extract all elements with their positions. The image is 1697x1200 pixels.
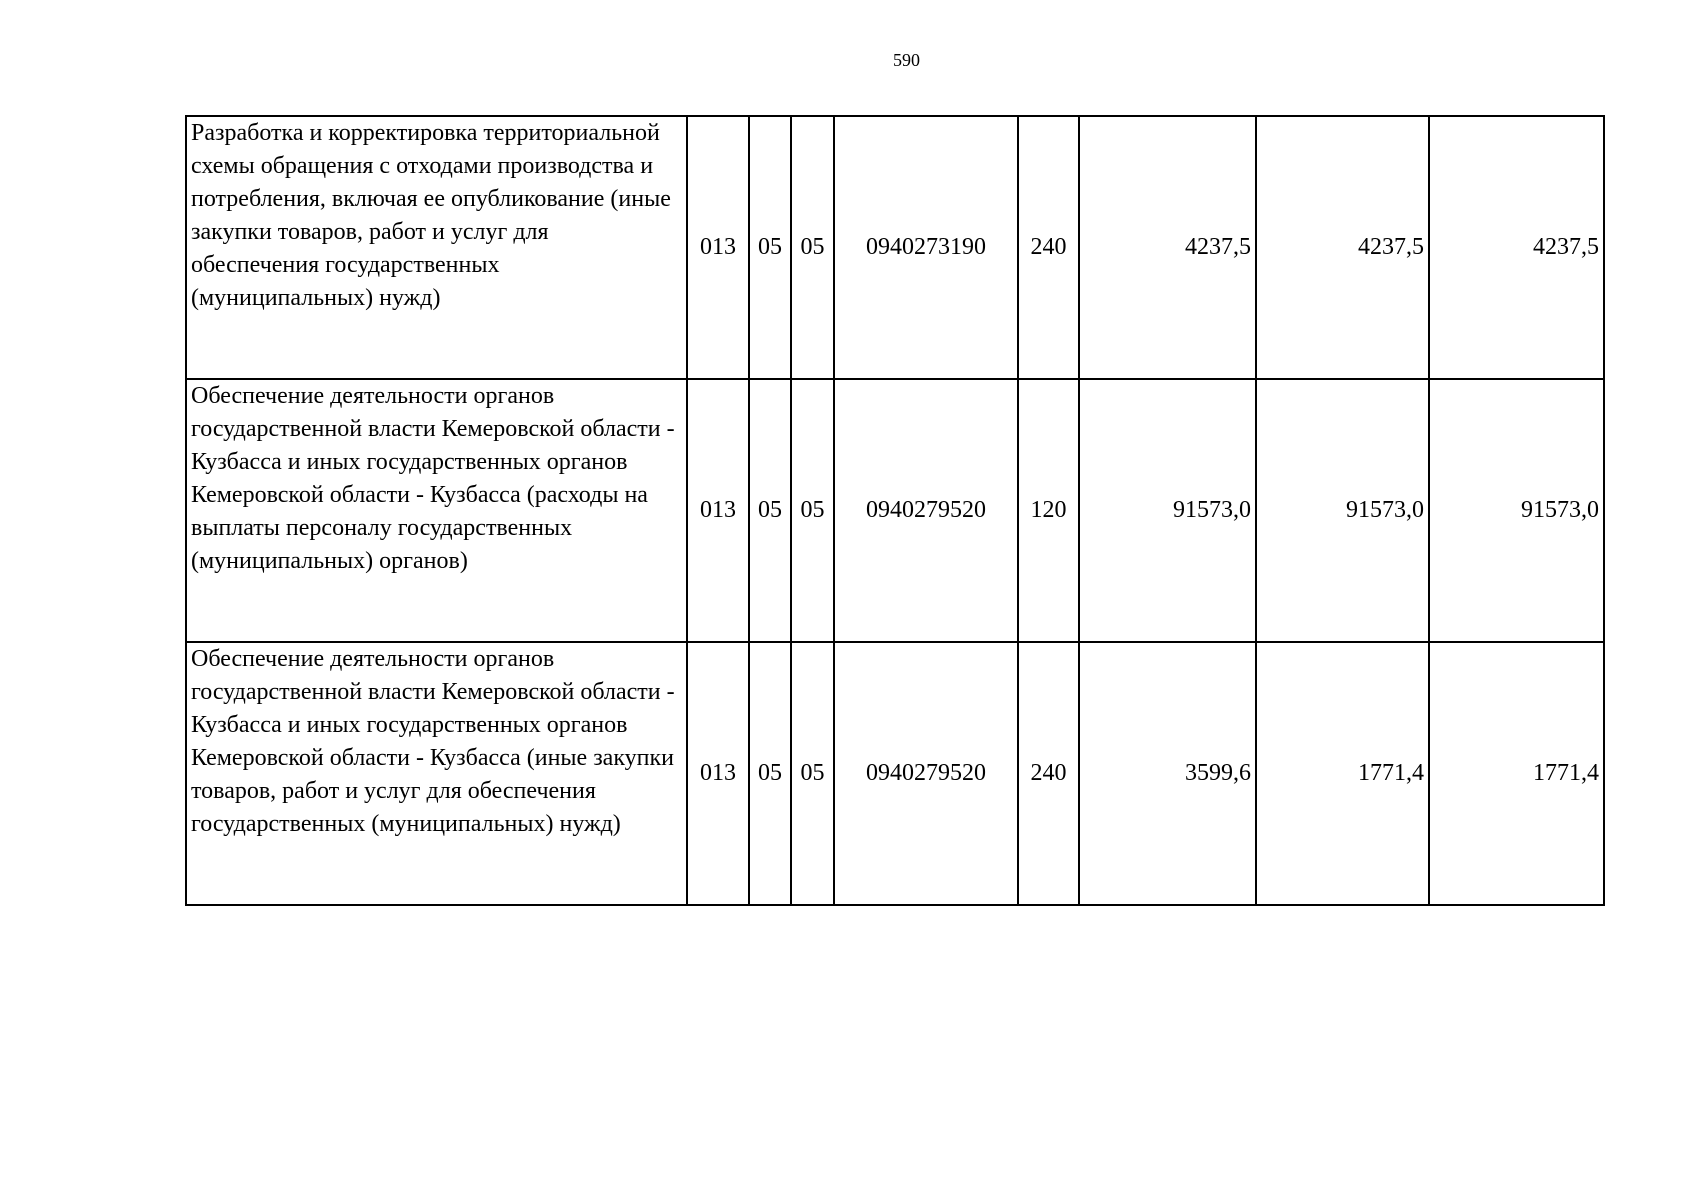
section-code: 05	[749, 379, 791, 642]
target-article-code: 0940279520	[834, 642, 1018, 905]
ministry-code: 013	[687, 642, 749, 905]
subsection-code: 05	[791, 642, 834, 905]
amount-year-2: 4237,5	[1256, 116, 1429, 379]
amount-year-1: 3599,6	[1079, 642, 1256, 905]
target-article-code: 0940279520	[834, 379, 1018, 642]
subsection-code: 05	[791, 116, 834, 379]
table-row	[186, 642, 1604, 905]
ministry-code: 013	[687, 379, 749, 642]
amount-year-2: 1771,4	[1256, 642, 1429, 905]
row-description: Обеспечение деятельности органов государственной власти Кемеровской области - Кузбасса и иных государственных органов Кемеровской области - Кузбасса (иные закупки товаров, работ и услуг для обеспечения государственных (муниципальных) нужд)	[186, 642, 687, 905]
subsection-code: 05	[791, 379, 834, 642]
row-description: Разработка и корректировка территориальной схемы обращения с отходами производства и потребления, включая ее опубликование (иные закупки товаров, работ и услуг для обеспечения государственных (муниципальных) нужд)	[186, 116, 687, 379]
section-code: 05	[749, 642, 791, 905]
budget-table	[185, 115, 1605, 906]
row-description: Обеспечение деятельности органов государственной власти Кемеровской области - Кузбасса и иных государственных органов Кемеровской области - Кузбасса (расходы на выплаты персоналу государственных (муниципальных) органов)	[186, 379, 687, 642]
amount-year-3: 1771,4	[1429, 642, 1604, 905]
page-number: 590	[893, 50, 920, 70]
expense-type-code: 240	[1018, 642, 1079, 905]
table-row	[186, 116, 1604, 379]
table-row	[186, 379, 1604, 642]
amount-year-2: 91573,0	[1256, 379, 1429, 642]
section-code: 05	[749, 116, 791, 379]
ministry-code: 013	[687, 116, 749, 379]
amount-year-1: 91573,0	[1079, 379, 1256, 642]
amount-year-3: 4237,5	[1429, 116, 1604, 379]
amount-year-3: 91573,0	[1429, 379, 1604, 642]
amount-year-1: 4237,5	[1079, 116, 1256, 379]
target-article-code: 0940273190	[834, 116, 1018, 379]
expense-type-code: 240	[1018, 116, 1079, 379]
expense-type-code: 120	[1018, 379, 1079, 642]
